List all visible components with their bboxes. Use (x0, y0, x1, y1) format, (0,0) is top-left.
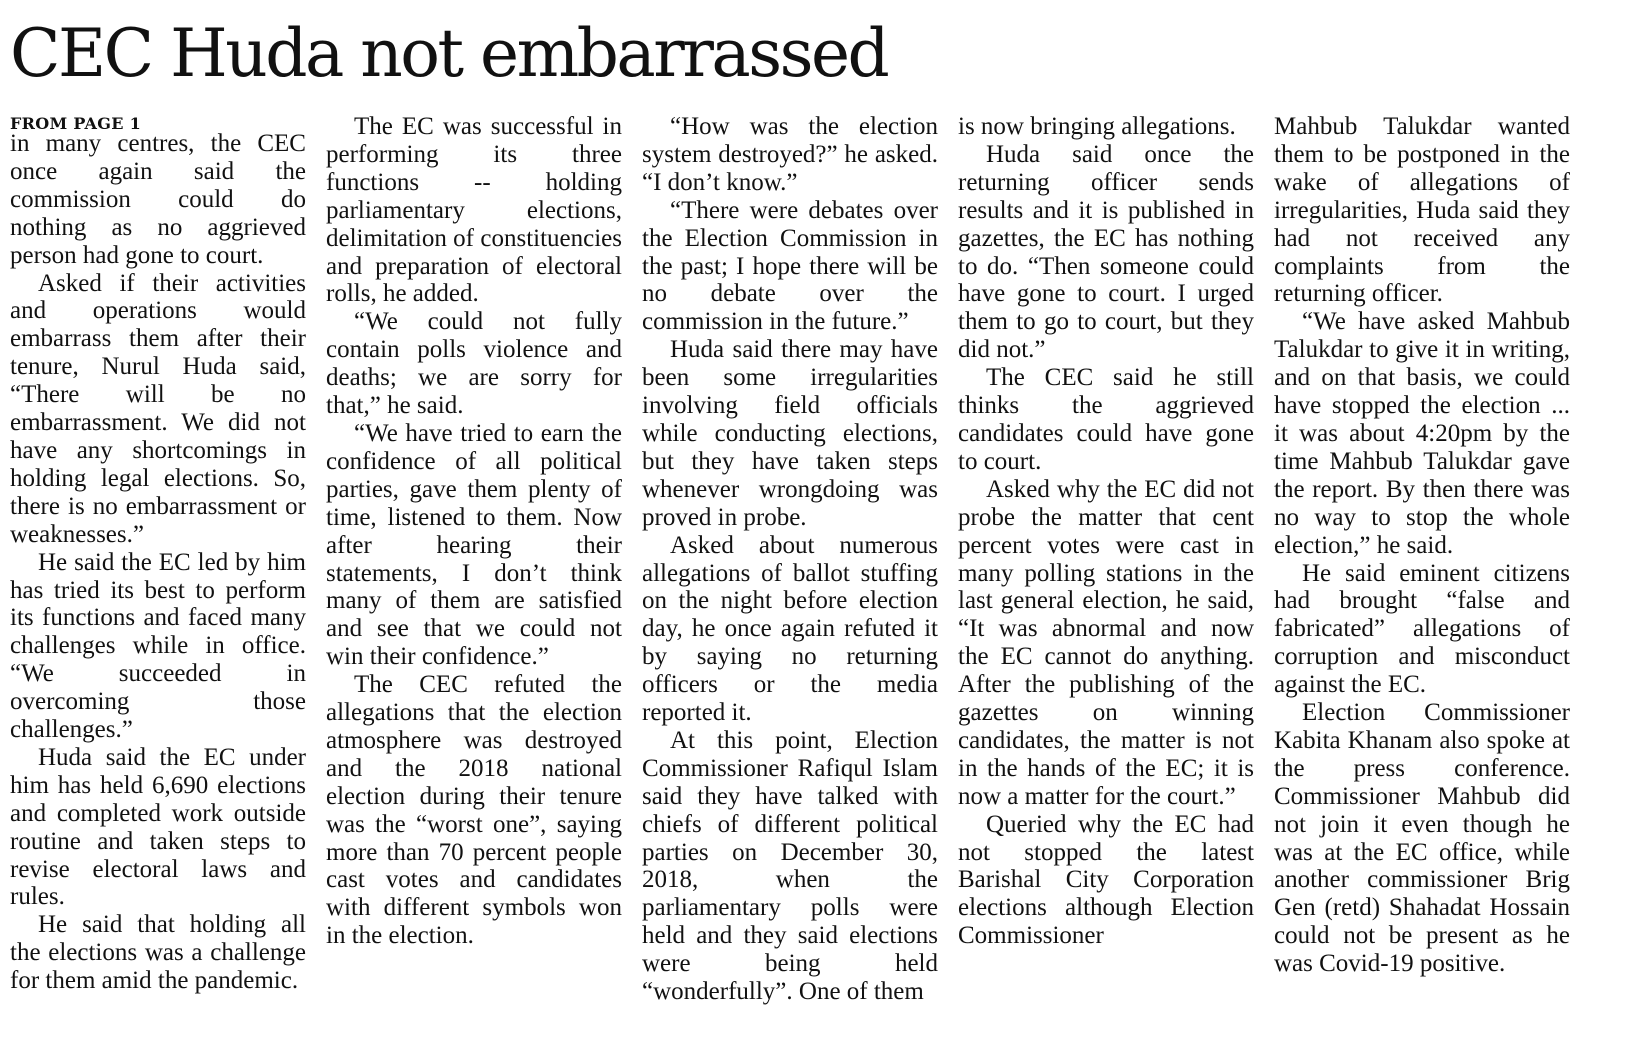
paragraph: Mahbub Talukdar wanted them to be postponed in the wake of allegations of irregularities, Huda said they had not received any complaints from the returning officer. (1274, 113, 1570, 308)
continuation-kicker: FROM PAGE 1 (10, 114, 142, 133)
article-column-1 (10, 130, 306, 995)
paragraph: “We could not fully contain polls violence and deaths; we are sorry for that,” he said. (326, 308, 622, 420)
paragraph: He said eminent citizens had brought “false and fabricated” allegations of corruption and misconduct against the EC. (1274, 559, 1570, 699)
paragraph: The CEC said he still thinks the aggrieved candidates could have gone to court. (958, 364, 1254, 475)
paragraph: Asked about numerous allegations of ballot stuffing on the night before election day, he once again refuted it by saying no returning officers or the media reported it. (642, 531, 938, 727)
paragraph: “We have tried to earn the confidence of all political parties, gave them plenty of time, listened to them. Now after hearing their statements, I don’t think many of them are satisfied and see that we could not win their confidence.” (326, 419, 622, 671)
paragraph: Asked if their activities and operations would embarrass them after their tenure, Nurul Huda said, “There will be no embarrassment. We did not have any shortcomings in holding legal elections. So, there is no embarrassment or weaknesses.” (10, 269, 306, 548)
article-page (10, 0, 1630, 1046)
paragraph: Huda said there may have been some irregularities involving field officials while conducting elections, but they have taken steps whenever wrongdoing was proved in probe. (642, 336, 938, 531)
paragraph: Huda said once the returning officer sends results and it is published in gazettes, the EC has nothing to do. “Then someone could have gone to court. I urged them to go to court, but they did not.” (958, 140, 1254, 364)
paragraph: At this point, Election Commissioner Rafiqul Islam said they have talked with chiefs of different political parties on December 30, 2018, when the parliamentary polls were held and they said elections were being held “wonderfully”. One of them (642, 726, 938, 1006)
paragraph: Huda said the EC under him has held 6,690 elections and completed work outside routine and taken steps to revise electoral laws and rules. (10, 743, 306, 911)
article-column-4 (958, 113, 1254, 950)
article-column-5 (1274, 113, 1570, 978)
article-column-3 (642, 113, 938, 1006)
paragraph: “How was the election system destroyed?” he asked. “I don’t know.” (642, 113, 938, 196)
headline: CEC Huda not embarrassed (10, 15, 888, 92)
paragraph: Election Commissioner Kabita Khanam also spoke at the press conference. Commissioner Mahbub did not join it even though he was at the EC office, while another commissioner Brig Gen (retd) Shahadat Hossain could not be present as he was Covid-19 positive. (1274, 699, 1570, 978)
paragraph: “There were debates over the Election Commission in the past; I hope there will be no debate over the commission in the future.” (642, 196, 938, 336)
paragraph: He said the EC led by him has tried its best to perform its functions and faced many challenges while in office. “We succeeded in overcoming those challenges.” (10, 548, 306, 744)
paragraph: is now bringing allegations. (958, 113, 1236, 140)
paragraph: The EC was successful in performing its three functions -- holding parliamentary elections, delimitation of constituencies and preparation of electoral rolls, he added. (326, 113, 622, 308)
paragraph: He said that holding all the elections was a challenge for them amid the pandemic. (10, 911, 306, 995)
paragraph: Asked why the EC did not probe the matter that cent percent votes were cast in many polling stations in the last general election, he said, “It was abnormal and now the EC cannot do anything. After the publishing of the gazettes on winning candidates, the matter is not in the hands of the EC; it is now a matter for the court.” (958, 475, 1254, 810)
paragraph: in many centres, the CEC once again said the commission could do nothing as no aggrieved person had gone to court. (10, 130, 306, 269)
article-column-2 (326, 113, 622, 950)
paragraph: “We have asked Mahbub Talukdar to give it in writing, and on that basis, we could have stopped the election ... it was about 4:20pm by the time Mahbub Talukdar gave the report. By then there was no way to stop the whole election,” he said. (1274, 308, 1570, 559)
paragraph: The CEC refuted the allegations that the election atmosphere was destroyed and the 2018 national election during their tenure was the “worst one”, saying more than 70 percent people cast votes and candidates with different symbols won in the election. (326, 671, 622, 950)
paragraph: Queried why the EC had not stopped the latest Barishal City Corporation elections although Election Commissioner (958, 810, 1254, 950)
